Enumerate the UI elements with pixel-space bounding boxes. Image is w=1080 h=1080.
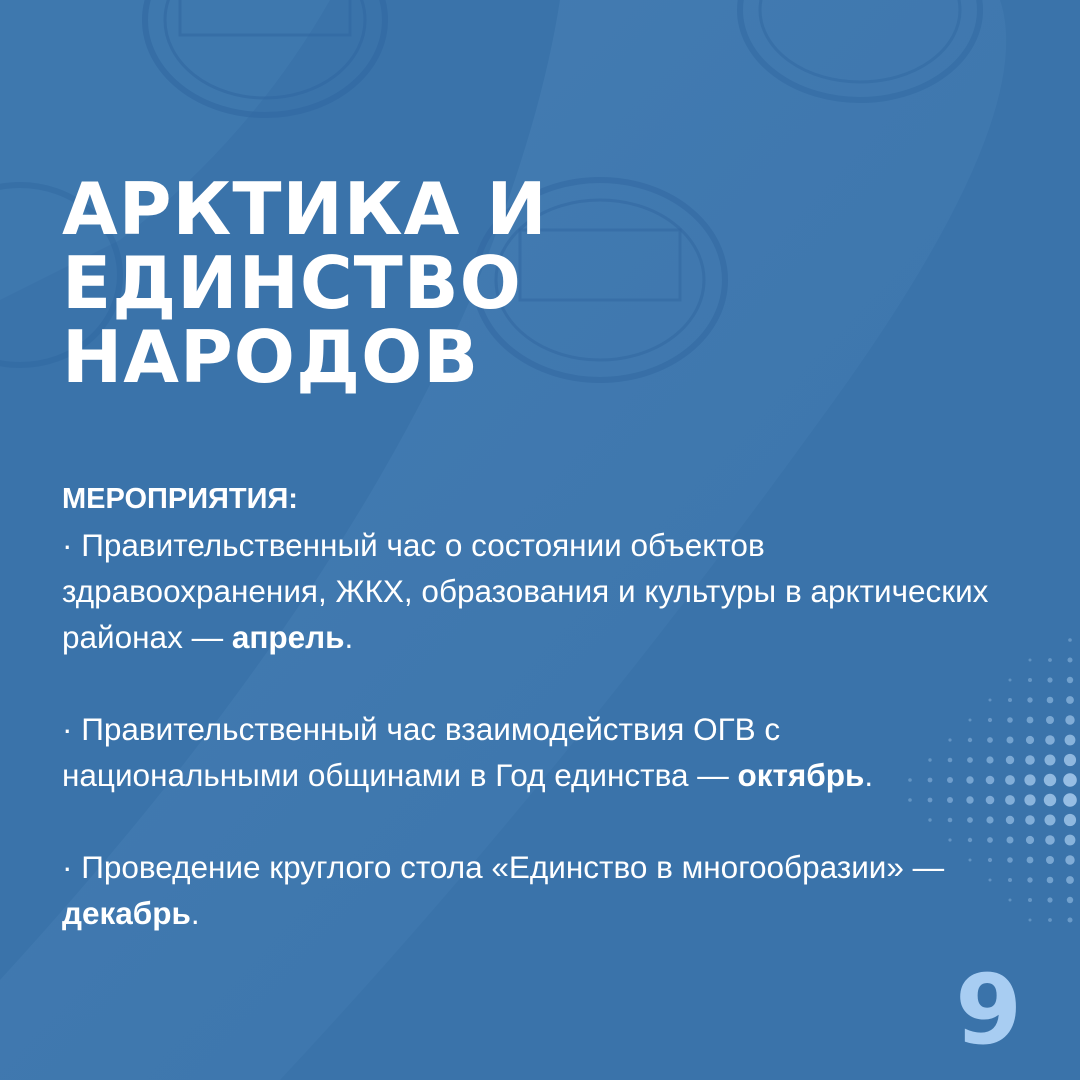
events-heading: МЕРОПРИЯТИЯ: <box>62 483 298 515</box>
halftone-dot <box>1009 899 1012 902</box>
halftone-dot <box>1008 878 1012 882</box>
halftone-dot <box>1007 837 1014 844</box>
halftone-dot <box>1068 658 1073 663</box>
event-month: октябрь <box>737 757 865 793</box>
halftone-dot <box>1046 856 1054 864</box>
halftone-dot <box>1068 918 1073 923</box>
halftone-dot <box>1008 698 1012 702</box>
event-text: · Правительственный час взаимодействия ОГВ с национальными общинами в Год единства — <box>62 711 781 793</box>
halftone-dot <box>1066 696 1074 704</box>
event-text: · Правительственный час о состоянии объектов здравоохранения, ЖКХ, образования и культуры в арктических районах — <box>62 527 989 655</box>
halftone-dot <box>1028 898 1032 902</box>
halftone-dot <box>1028 678 1032 682</box>
halftone-dot <box>1065 715 1074 724</box>
halftone-dot <box>1048 918 1052 922</box>
event-month: декабрь <box>62 895 191 931</box>
halftone-dot <box>1025 755 1035 765</box>
title-line-2: ЕДИНСТВО <box>62 241 522 325</box>
halftone-dot <box>1065 835 1076 846</box>
halftone-dot <box>1047 877 1054 884</box>
event-item <box>62 522 1002 660</box>
halftone-dot <box>1009 679 1012 682</box>
halftone-dot <box>1027 857 1034 864</box>
halftone-dot <box>1027 717 1034 724</box>
title-line-1: АРКТИКА И <box>62 167 548 251</box>
halftone-dot <box>1029 659 1032 662</box>
halftone-dot <box>1065 735 1076 746</box>
halftone-dot <box>1065 855 1074 864</box>
halftone-dot <box>1024 794 1035 805</box>
event-text: · Проведение круглого стола «Единство в многообразии» — <box>62 849 945 885</box>
halftone-dot <box>1027 877 1032 882</box>
halftone-dot <box>1068 638 1072 642</box>
event-end: . <box>344 619 354 655</box>
halftone-dot <box>1045 815 1056 826</box>
halftone-dot <box>1006 816 1014 824</box>
halftone-dot <box>1005 795 1015 805</box>
halftone-dot <box>1047 677 1052 682</box>
slide-title <box>62 167 548 399</box>
halftone-dot <box>1026 736 1034 744</box>
halftone-dot <box>1007 857 1013 863</box>
halftone-dot <box>1025 815 1035 825</box>
halftone-dot <box>1063 773 1077 787</box>
halftone-dot <box>1064 754 1076 766</box>
halftone-dot <box>1066 876 1074 884</box>
halftone-dot <box>1064 814 1076 826</box>
halftone-dot <box>1048 658 1052 662</box>
halftone-dot <box>1007 717 1013 723</box>
halftone-dot <box>1026 836 1034 844</box>
halftone-dot <box>1045 755 1056 766</box>
events-section <box>62 476 1002 936</box>
halftone-dot <box>1044 794 1056 806</box>
halftone-dot <box>1047 897 1052 902</box>
event-end: . <box>864 757 874 793</box>
halftone-dot <box>1045 735 1055 745</box>
event-month: апрель <box>231 619 345 655</box>
halftone-dot <box>1006 756 1014 764</box>
event-item <box>62 706 1002 798</box>
halftone-dot <box>1027 697 1032 702</box>
halftone-dot <box>1063 793 1077 807</box>
halftone-dot <box>1007 737 1014 744</box>
title-line-3: НАРОДОВ <box>62 315 480 399</box>
event-item <box>62 844 1002 936</box>
halftone-dot <box>1044 774 1056 786</box>
halftone-dot <box>1067 897 1073 903</box>
halftone-dot <box>1047 697 1054 704</box>
halftone-dot <box>1024 774 1035 785</box>
event-end: . <box>190 895 200 931</box>
halftone-dot <box>1005 775 1015 785</box>
halftone-dot <box>1029 919 1032 922</box>
halftone-dot <box>1067 677 1073 683</box>
halftone-dot <box>1046 716 1054 724</box>
page-number: 9 <box>955 954 1022 1066</box>
halftone-dot <box>1045 835 1055 845</box>
